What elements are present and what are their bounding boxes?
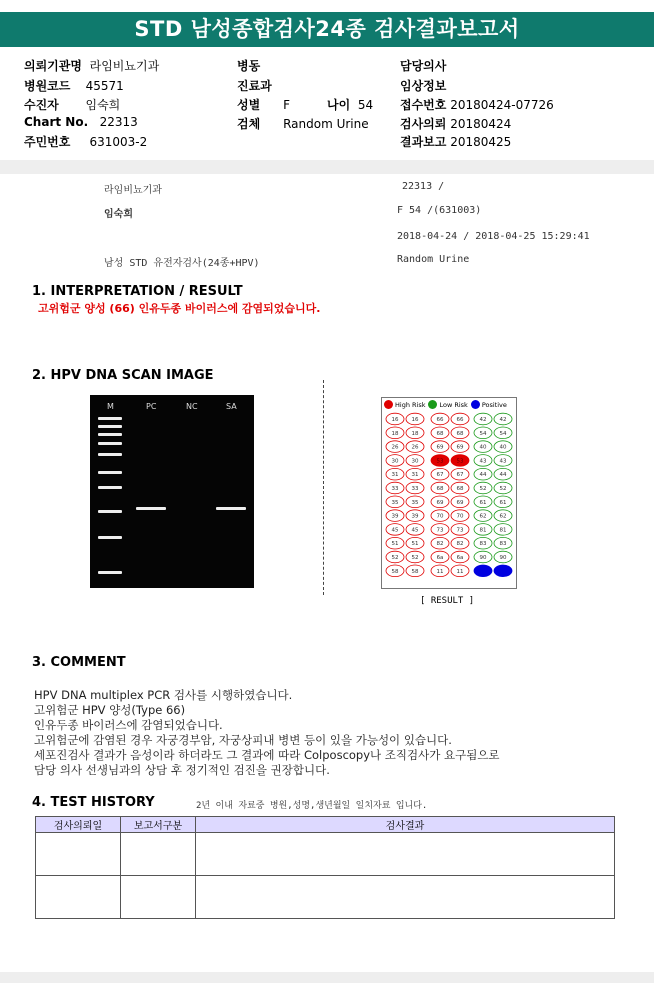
well-label: 40: [479, 444, 487, 451]
well-grid: [382, 412, 516, 588]
well-label: 35: [391, 499, 399, 506]
green-dot-icon: [428, 400, 437, 409]
history-header-row: [36, 817, 615, 833]
legend-positive: [471, 400, 507, 409]
well-label: 58: [391, 568, 399, 575]
well-label: 54: [479, 430, 487, 437]
well: [386, 524, 404, 536]
well-label: 69: [456, 444, 464, 451]
well: [431, 565, 449, 577]
well-label: 16: [391, 417, 399, 423]
sa-band: [216, 507, 246, 510]
well-label: 62: [499, 513, 507, 520]
well-label: 52: [391, 555, 399, 561]
well-label: 43: [479, 458, 487, 465]
well: [474, 468, 492, 480]
well: [406, 551, 424, 563]
receipt-value: 20180424-07726: [450, 98, 554, 112]
receipt-label: 접수번호: [400, 98, 447, 112]
specimen-row: [237, 115, 369, 132]
well-label: 26: [391, 444, 399, 451]
result-legend: [384, 400, 510, 409]
well: [474, 537, 492, 549]
well-label: 33: [391, 486, 399, 492]
well-label: 51: [391, 541, 399, 548]
well-label: 69: [456, 499, 464, 506]
legend-label: Low Risk: [439, 400, 468, 409]
well: [431, 427, 449, 439]
well-label: 18: [411, 430, 419, 437]
well: [494, 524, 512, 536]
history-title: 4. TEST HISTORY: [32, 795, 155, 810]
well-label: 70: [456, 513, 464, 520]
well-label: 11: [479, 568, 487, 575]
well: [494, 455, 512, 467]
well-label: 66: [456, 417, 464, 423]
well-label: 31: [391, 472, 399, 479]
well: [406, 413, 424, 425]
well: [451, 496, 469, 508]
well-label: 52: [499, 486, 507, 492]
well-label: 39: [391, 513, 399, 520]
well: [386, 565, 404, 577]
well-label: 69: [436, 499, 444, 506]
well: [386, 468, 404, 480]
well: [451, 510, 469, 522]
well: [431, 468, 449, 480]
well: [474, 510, 492, 522]
report-title: STD 남성종합검사24종 검사결과보고서: [0, 12, 654, 47]
hospital-code-value: 45571: [85, 79, 124, 93]
well: [494, 496, 512, 508]
age-row: [327, 96, 373, 113]
well-label: 67: [436, 472, 444, 479]
red-dot-icon: [384, 400, 393, 409]
table-cell: [121, 876, 196, 919]
pb-sex-age: F 54 /(631003): [397, 205, 482, 216]
well: [431, 455, 449, 467]
patient-label: 수진자: [24, 98, 59, 112]
well-label: 82: [456, 541, 464, 548]
age-label: 나이: [327, 98, 351, 112]
well-label: 16: [411, 417, 419, 423]
legend-label: Positive: [481, 400, 507, 409]
specimen-value: Random Urine: [283, 117, 369, 131]
pb-dates: 2018-04-24 / 2018-04-25 15:29:41: [397, 231, 590, 242]
chart-value: 22313: [99, 115, 138, 129]
table-row: [36, 876, 615, 919]
well: [474, 496, 492, 508]
well: [431, 524, 449, 536]
sex-row: [237, 96, 290, 113]
pb-test-name: 남성 STD 유전자검사(24종+HPV): [104, 258, 260, 269]
well-label: 33: [411, 486, 419, 492]
sex-value: F: [283, 98, 290, 112]
well-label: 90: [479, 555, 487, 561]
well: [451, 524, 469, 536]
well: [431, 413, 449, 425]
blue-dot-icon: [471, 400, 480, 409]
well-label: 54: [499, 430, 507, 437]
well-label: 70: [436, 513, 444, 520]
well: [474, 482, 492, 494]
interpretation-text: 고위험군 양성 (66) 인유두종 바이러스에 감염되었습니다.: [38, 302, 321, 315]
well-label: 69: [436, 444, 444, 451]
well-label: 42: [499, 417, 507, 423]
marker-band: [98, 510, 122, 513]
well: [386, 510, 404, 522]
well-label: 81: [479, 527, 487, 534]
well: [451, 427, 469, 439]
well: [406, 496, 424, 508]
well-label: 6a: [436, 555, 444, 561]
well: [494, 413, 512, 425]
well: [406, 565, 424, 577]
well-label: 73: [436, 527, 444, 534]
well-label: 11: [436, 568, 444, 575]
gel-image: [90, 395, 254, 588]
well: [386, 537, 404, 549]
lane-label-pc: PC: [146, 402, 157, 411]
well: [451, 413, 469, 425]
legend-high-risk: [384, 400, 425, 409]
comment-line: 담당 의사 선생님과의 상담 후 정기적인 검진을 권장합니다.: [34, 763, 330, 777]
well: [474, 441, 492, 453]
comment-line: HPV DNA multiplex PCR 검사를 시행하였습니다.: [34, 688, 293, 702]
divider-line: [323, 380, 324, 595]
history-table: [35, 816, 615, 919]
well-label: 83: [499, 541, 507, 548]
well-label: 11: [456, 568, 464, 575]
comment-line: 고위험군에 감염된 경우 자궁경부암, 자궁상피내 병변 등이 있을 가능성이 있습니다.: [34, 733, 452, 747]
well-label: 44: [479, 472, 487, 479]
clinical-row: [400, 77, 446, 94]
doctor-row: [400, 57, 446, 74]
marker-band: [98, 433, 122, 436]
well-label: 44: [499, 472, 507, 479]
well: [431, 510, 449, 522]
well: [431, 482, 449, 494]
patient-value: 임숙희: [85, 98, 121, 112]
well-label: 18: [391, 430, 399, 437]
separator-band: [0, 160, 654, 174]
marker-band: [98, 417, 122, 420]
comment-line: 세포진검사 결과가 음성이라 하더라도 그 결과에 따라 Colposcopy나 조직검사가 요구됨으로: [34, 748, 500, 762]
well: [494, 551, 512, 563]
institution-row: [24, 57, 159, 74]
well-label: 66: [436, 417, 444, 423]
well: [431, 551, 449, 563]
doctor-label: 담당의사: [400, 59, 447, 73]
chart-label: Chart No.: [24, 115, 89, 129]
marker-band: [98, 442, 122, 445]
marker-band: [98, 471, 122, 474]
comment-title: 3. COMMENT: [32, 655, 126, 670]
hospital-code-row: [24, 77, 124, 94]
table-cell: [196, 833, 615, 876]
table-cell: [36, 833, 121, 876]
id-row: [24, 133, 147, 150]
well-label: 73: [456, 527, 464, 534]
well: [451, 482, 469, 494]
marker-band: [98, 453, 122, 456]
well-label: 61: [499, 499, 507, 506]
well: [431, 496, 449, 508]
pb-clinic: 라임비뇨기과: [104, 185, 162, 196]
well-label: 58: [411, 568, 419, 575]
well: [474, 551, 492, 563]
well: [406, 455, 424, 467]
hospital-code-label: 병원코드: [24, 79, 71, 93]
receipt-row: [400, 96, 554, 113]
well-label: 11: [499, 568, 507, 575]
well: [474, 565, 492, 577]
sex-label: 성별: [237, 98, 261, 112]
well: [406, 441, 424, 453]
interpretation-title: 1. INTERPRETATION / RESULT: [32, 284, 243, 299]
marker-band: [98, 425, 122, 428]
scan-title: 2. HPV DNA SCAN IMAGE: [32, 368, 214, 383]
footer-band: [0, 972, 654, 983]
clinical-label: 임상정보: [400, 79, 447, 93]
lane-label-sa: SA: [226, 402, 237, 411]
well-label: 52: [411, 555, 419, 561]
well: [494, 482, 512, 494]
well: [406, 427, 424, 439]
table-cell: [196, 876, 615, 919]
well: [474, 524, 492, 536]
well-label: 53: [436, 458, 444, 465]
well-label: 42: [479, 417, 487, 423]
table-cell: [121, 833, 196, 876]
well: [474, 413, 492, 425]
well: [451, 468, 469, 480]
request-row: [400, 115, 511, 132]
well: [494, 565, 512, 577]
dept-label: 진료과: [237, 79, 272, 93]
well: [451, 441, 469, 453]
well: [451, 455, 469, 467]
well-label: 81: [499, 527, 507, 534]
well-label: 30: [391, 458, 399, 465]
well: [386, 413, 404, 425]
well: [474, 427, 492, 439]
well-label: 45: [391, 527, 399, 534]
report-value: 20180425: [450, 135, 512, 149]
well-label: 6a: [456, 555, 464, 561]
history-col-report-type: 보고서구분: [121, 817, 196, 833]
legend-label: High Risk: [395, 400, 426, 409]
legend-low-risk: [428, 400, 467, 409]
well: [386, 496, 404, 508]
marker-band: [98, 536, 122, 539]
ward-row: [237, 57, 260, 74]
well: [386, 427, 404, 439]
well: [494, 441, 512, 453]
report-row: [400, 133, 511, 150]
well-label: 31: [411, 472, 419, 479]
well: [386, 441, 404, 453]
well: [406, 524, 424, 536]
well-label: 52: [479, 486, 487, 492]
marker-band: [98, 486, 122, 489]
well-label: 90: [499, 555, 507, 561]
well-label: 61: [479, 499, 487, 506]
institution-label: 의뢰기관명: [24, 59, 82, 73]
well-label: 43: [499, 458, 507, 465]
well: [494, 468, 512, 480]
well-label: 30: [411, 458, 419, 465]
well: [406, 537, 424, 549]
well: [451, 565, 469, 577]
specimen-label: 검체: [237, 117, 261, 131]
id-value: 631003-2: [89, 135, 148, 149]
comment-line: 고위험군 HPV 양성(Type 66): [34, 703, 186, 717]
well: [474, 455, 492, 467]
well-label: 68: [436, 486, 444, 492]
well-label: 68: [456, 486, 464, 492]
pb-name: 임숙희: [104, 209, 133, 220]
well: [406, 468, 424, 480]
well-label: 68: [436, 430, 444, 437]
request-value: 20180424: [450, 117, 512, 131]
history-note: 2년 이내 자료중 병원,성명,생년월일 일치자료 입니다.: [196, 801, 428, 811]
result-caption: [ RESULT ]: [420, 596, 475, 606]
history-col-result: 검사결과: [196, 817, 615, 833]
well: [451, 537, 469, 549]
well-label: 35: [411, 499, 419, 506]
request-label: 검사의뢰: [400, 117, 447, 131]
pb-chart: 22313 /: [402, 181, 445, 192]
well: [386, 455, 404, 467]
dept-row: [237, 77, 272, 94]
report-label: 결과보고: [400, 135, 447, 149]
lane-label-nc: NC: [186, 402, 198, 411]
ward-label: 병동: [237, 59, 261, 73]
pb-specimen: Random Urine: [397, 254, 470, 265]
well: [494, 537, 512, 549]
well-label: 62: [479, 513, 487, 520]
well-label: 26: [411, 444, 419, 451]
well: [431, 441, 449, 453]
well: [494, 427, 512, 439]
well-label: 53: [456, 458, 464, 465]
chart-row: [24, 115, 138, 129]
pc-band: [136, 507, 166, 510]
id-label: 주민번호: [24, 135, 71, 149]
well: [451, 551, 469, 563]
well-label: 39: [411, 513, 419, 520]
well-label: 83: [479, 541, 487, 548]
marker-band: [98, 571, 122, 574]
history-col-request-date: 검사의뢰일: [36, 817, 121, 833]
institution-value: 라임비뇨기과: [89, 59, 160, 73]
well-label: 67: [456, 472, 464, 479]
comment-line: 인유두종 바이러스에 감염되었습니다.: [34, 718, 223, 732]
well-label: 82: [436, 541, 444, 548]
well-label: 68: [456, 430, 464, 437]
age-value: 54: [357, 98, 374, 112]
well: [431, 537, 449, 549]
well-label: 40: [499, 444, 507, 451]
table-row: [36, 833, 615, 876]
well: [386, 482, 404, 494]
well-label: 45: [411, 527, 419, 534]
result-panel: [381, 397, 517, 589]
table-cell: [36, 876, 121, 919]
well: [386, 551, 404, 563]
patient-row: [24, 96, 120, 113]
well: [406, 510, 424, 522]
lane-label-m: M: [107, 402, 114, 411]
well-label: 51: [411, 541, 419, 548]
well: [494, 510, 512, 522]
well: [406, 482, 424, 494]
